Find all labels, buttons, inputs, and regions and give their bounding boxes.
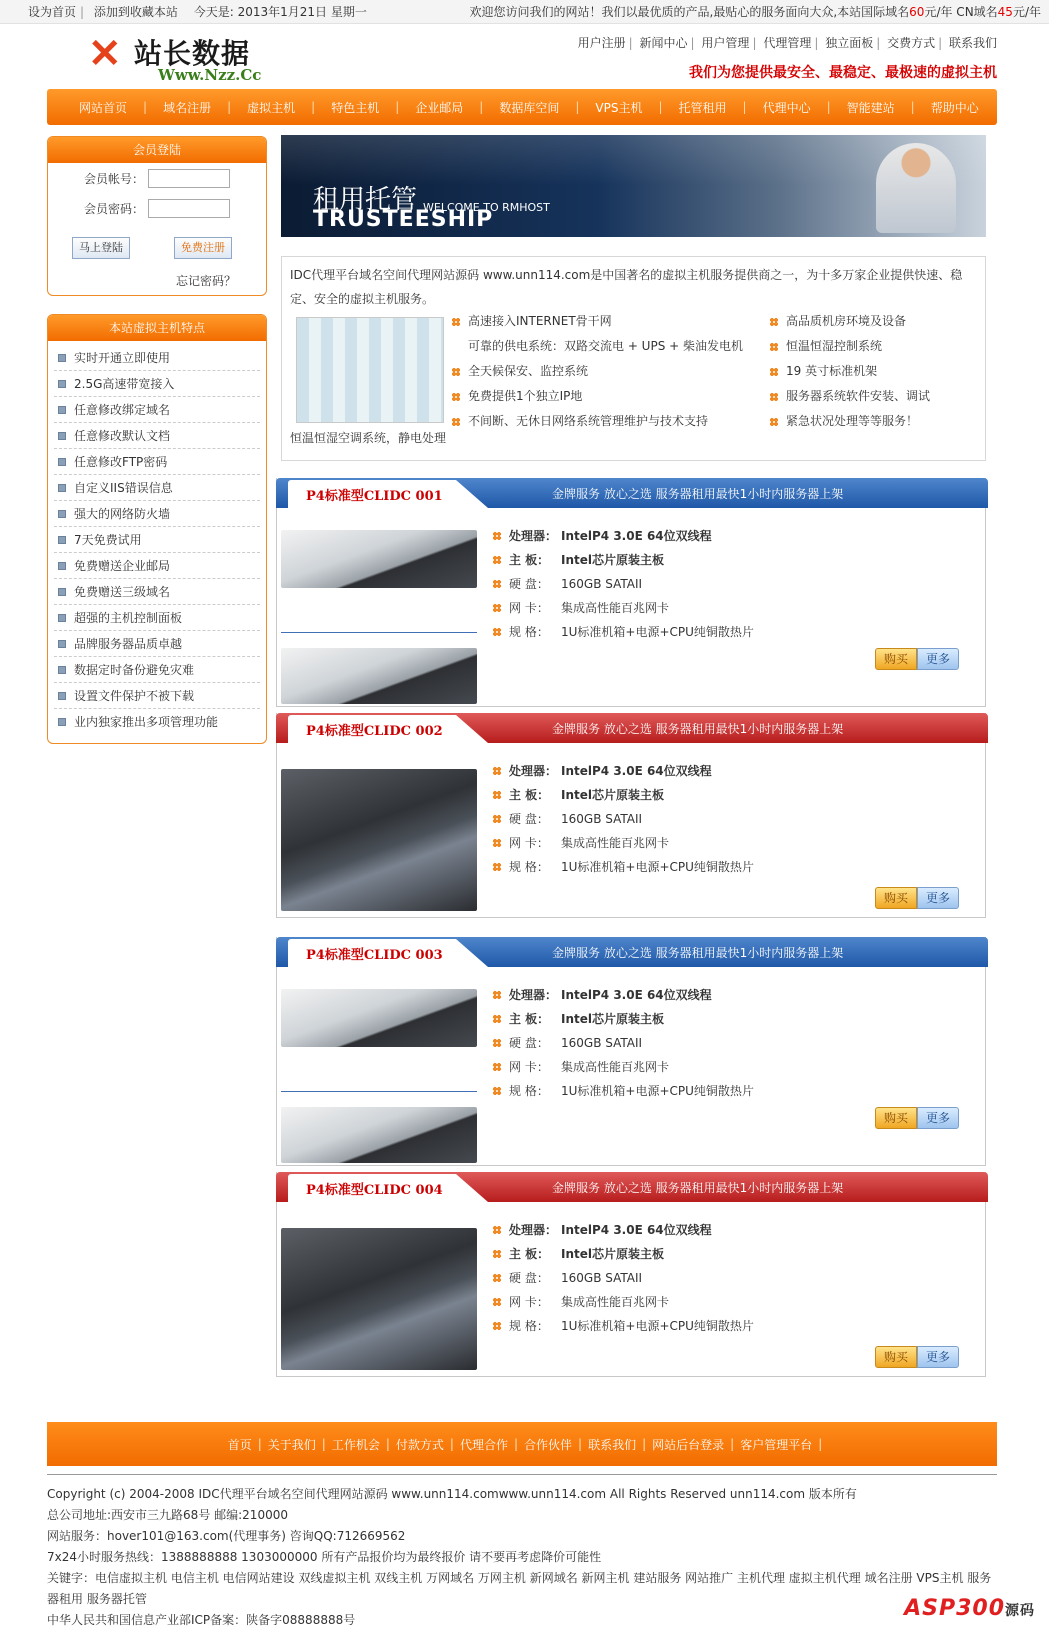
spec-board: 主 板： Intel芯片原装主板	[493, 1242, 754, 1266]
dot-bullet-icon	[493, 604, 501, 612]
list-item: 强大的网络防火墙	[54, 501, 260, 527]
dot-bullet-icon	[493, 1039, 501, 1047]
square-bullet-icon	[58, 354, 66, 362]
header-slogan: 我们为您提供最安全、最稳定、最极速的虚拟主机	[689, 65, 997, 81]
footer-link-contact[interactable]: 联系我们	[588, 1437, 637, 1452]
dot-bullet-icon	[493, 863, 501, 871]
banner-person-image	[876, 143, 956, 233]
list-item: 高速接入INTERNET骨干网	[452, 309, 743, 334]
server-image[interactable]	[281, 530, 477, 588]
nav-item-special-hosting[interactable]: 特色主机	[331, 100, 380, 115]
forgot-password-link[interactable]: 忘记密码？	[175, 274, 236, 288]
list-item: 任意修改FTP密码	[54, 449, 260, 475]
list-item: 数据定时备份避免灾难	[54, 657, 260, 683]
account-row	[84, 169, 230, 188]
product-name[interactable]: P4标准型CLIDC 003	[306, 948, 443, 963]
intro-list-right	[770, 309, 930, 434]
datacenter-photo	[296, 317, 444, 423]
spec-disk: 硬 盘： 160GB SATAII	[493, 1266, 754, 1290]
footer-link-client[interactable]: 客户管理平台	[740, 1437, 813, 1452]
dot-bullet-icon	[493, 1015, 501, 1023]
dot-bullet-icon	[493, 991, 501, 999]
footer-link-jobs[interactable]: 工作机会	[331, 1437, 380, 1452]
product-name[interactable]: P4标准型CLIDC 002	[306, 724, 443, 739]
spec-disk: 硬 盘： 160GB SATAII	[493, 1031, 754, 1055]
square-bullet-icon	[58, 666, 66, 674]
square-bullet-icon	[58, 510, 66, 518]
nav-item-hosting[interactable]: 虚拟主机	[247, 100, 296, 115]
product-slogan: 金牌服务 放心之选 服务器租用最快1小时内服务器上架	[552, 487, 844, 501]
features-box	[47, 314, 267, 744]
spec-cpu: 处理器： IntelP4 3.0E 64位双线程	[493, 983, 754, 1007]
more-button[interactable]: 更多	[917, 648, 959, 670]
product-name[interactable]: P4标准型CLIDC 001	[306, 489, 443, 504]
footer-info	[47, 1484, 997, 1631]
spec-cpu: 处理器： IntelP4 3.0E 64位双线程	[493, 524, 754, 548]
nav-item-colocation[interactable]: 托管租用	[678, 100, 727, 115]
features-box-title: 本站虚拟主机特点	[48, 315, 266, 341]
buy-button[interactable]: 购买	[875, 1107, 917, 1129]
intro-list-left	[452, 309, 743, 434]
logo-title: 站长数据	[134, 37, 251, 70]
list-item: 可靠的供电系统：双路交流电 + UPS + 柴油发电机	[468, 339, 744, 353]
banner-cn-title: 租用托管	[313, 185, 418, 215]
footer-hotline: 7x24小时服务热线：1388888888 1303000000 所有产品报价均为最终报价 请不要再考虑降价可能性	[47, 1550, 602, 1564]
product-specs	[493, 983, 754, 1103]
nav-item-agent[interactable]: 代理中心	[762, 100, 811, 115]
spec-form: 规 格： 1U标准机箱+电源+CPU纯铜散热片	[493, 1079, 754, 1103]
spec-nic: 网 卡： 集成高性能百兆网卡	[493, 1055, 754, 1079]
buy-button[interactable]: 购买	[875, 648, 917, 670]
password-input[interactable]	[148, 199, 230, 218]
header-link-agent[interactable]: 代理管理	[763, 36, 812, 50]
square-bullet-icon	[58, 692, 66, 700]
server-image[interactable]	[281, 1107, 477, 1163]
product-panel-001	[276, 478, 986, 707]
site-logo[interactable]	[88, 32, 278, 84]
header-link-register[interactable]: 用户注册	[577, 36, 626, 50]
square-bullet-icon	[58, 432, 66, 440]
header-links: 用户注册 | 新闻中心 | 用户管理 | 代理管理 | 独立面板 | 交费方式 | 联系我们	[577, 36, 997, 50]
product-actions	[875, 887, 959, 909]
dot-bullet-icon	[493, 767, 501, 775]
banner-welcome: WELCOME TO RMHOST	[423, 201, 550, 214]
product-header	[276, 1172, 988, 1202]
product-slogan: 金牌服务 放心之选 服务器租用最快1小时内服务器上架	[552, 946, 844, 960]
nav-item-mail[interactable]: 企业邮局	[415, 100, 464, 115]
dot-bullet-icon	[770, 368, 778, 376]
set-home-link[interactable]: 设为首页	[28, 5, 77, 19]
footer-service: 网站服务：hover101@163.com(代理事务) 咨询QQ:712669562	[47, 1529, 406, 1543]
footer-divider	[47, 1474, 997, 1475]
dot-bullet-icon	[452, 393, 460, 401]
more-button[interactable]: 更多	[917, 1346, 959, 1368]
list-item: 免费赠送三级域名	[54, 579, 260, 605]
spec-form: 规 格： 1U标准机箱+电源+CPU纯铜散热片	[493, 855, 754, 879]
square-bullet-icon	[58, 614, 66, 622]
intro-caption: 恒温恒湿空调系统，静电处理	[290, 431, 447, 445]
dot-bullet-icon	[493, 839, 501, 847]
product-actions	[875, 1107, 959, 1129]
list-item: 7天免费试用	[54, 527, 260, 553]
list-item: 业内独家推出多项管理功能	[54, 709, 260, 735]
register-button[interactable]: 免费注册	[174, 237, 232, 259]
header-link-panel[interactable]: 独立面板	[825, 36, 874, 50]
dot-bullet-icon	[493, 1087, 501, 1095]
footer-link-partners[interactable]: 合作伙伴	[524, 1437, 573, 1452]
buy-button[interactable]: 购买	[875, 1346, 917, 1368]
main-nav: 网站首页 | 域名注册 | 虚拟主机 | 特色主机 | 企业邮局 | 数据库空间 | VPS主机 | 托管租用 | 代理中心 | 智能建站 | 帮助中心	[47, 89, 997, 125]
nav-item-site-builder[interactable]: 智能建站	[846, 100, 895, 115]
account-label: 会员帐号：	[84, 172, 145, 186]
dot-bullet-icon	[452, 368, 460, 376]
list-item: 不间断、无休日网络系统管理维护与技术支持	[452, 409, 743, 434]
login-box	[47, 136, 267, 296]
spec-nic: 网 卡： 集成高性能百兆网卡	[493, 1290, 754, 1314]
add-favorite-link[interactable]: 添加到收藏本站	[93, 5, 178, 19]
dot-bullet-icon	[770, 418, 778, 426]
login-box-title: 会员登陆	[48, 137, 266, 163]
header-link-contact[interactable]: 联系我们	[948, 36, 997, 50]
footer-address: 总公司地址:西安市三九路68号 邮编:210000	[47, 1508, 288, 1522]
product-header	[276, 713, 988, 743]
list-item: 全天候保安、监控系统	[452, 359, 743, 384]
header-link-news[interactable]: 新闻中心	[639, 36, 688, 50]
product-specs	[493, 524, 754, 644]
server-image[interactable]	[281, 1228, 477, 1370]
square-bullet-icon	[58, 458, 66, 466]
footer-link-admin[interactable]: 网站后台登录	[652, 1437, 725, 1452]
server-image[interactable]	[281, 769, 477, 911]
list-item: 服务器系统软件安装、调试	[770, 384, 930, 409]
list-item: 自定义IIS错误信息	[54, 475, 260, 501]
product-specs	[493, 1218, 754, 1338]
date-text: 今天是: 2013年1月21日 星期一	[193, 5, 367, 19]
list-item: 品牌服务器品质卓越	[54, 631, 260, 657]
list-item: 2.5G高速带宽接入	[54, 371, 260, 397]
banner-en-title: TRUSTEESHIP	[313, 207, 494, 232]
spec-cpu: 处理器： IntelP4 3.0E 64位双线程	[493, 759, 754, 783]
square-bullet-icon	[58, 406, 66, 414]
spec-cpu: 处理器： IntelP4 3.0E 64位双线程	[493, 1218, 754, 1242]
dot-bullet-icon	[493, 791, 501, 799]
trusteeship-banner[interactable]	[281, 135, 986, 237]
logo-url: Www.Nzz.Cc	[158, 66, 262, 84]
list-item: 免费赠送企业邮局	[54, 553, 260, 579]
product-panel-004	[276, 1172, 986, 1377]
spec-board: 主 板： Intel芯片原装主板	[493, 548, 754, 572]
password-row	[84, 199, 230, 218]
server-image[interactable]	[281, 989, 477, 1047]
spec-form: 规 格： 1U标准机箱+电源+CPU纯铜散热片	[493, 620, 754, 644]
password-label: 会员密码：	[84, 202, 145, 216]
list-item: 高品质机房环境及设备	[770, 309, 930, 334]
dot-bullet-icon	[493, 1063, 501, 1071]
spec-form: 规 格： 1U标准机箱+电源+CPU纯铜散热片	[493, 1314, 754, 1338]
product-header	[276, 937, 988, 967]
product-panel-002	[276, 713, 986, 918]
footer-icp: 中华人民共和国信息产业部ICP备案：陕备字08888888号	[47, 1613, 356, 1627]
square-bullet-icon	[58, 380, 66, 388]
list-item: 恒温恒湿控制系统	[770, 334, 930, 359]
footer-keywords: 关键字：电信虚拟主机 电信主机 电信网站建设 双线虚拟主机 双线主机 万网域名 万网主机 新网域名 新网主机 建站服务 网站推广 主机代理 虚拟主机代理 域名注册 VPS主机 服务器租用 服务器托管	[47, 1571, 992, 1606]
spec-disk: 硬 盘： 160GB SATAII	[493, 572, 754, 596]
welcome-text: 欢迎您访问我们的网站！我们以最优质的产品,最贴心的服务面向大众,本站国际域名60元/年 CN域名45元/年	[469, 5, 1041, 19]
more-button[interactable]: 更多	[917, 1107, 959, 1129]
dot-bullet-icon	[493, 580, 501, 588]
dot-bullet-icon	[770, 318, 778, 326]
square-bullet-icon	[58, 718, 66, 726]
square-bullet-icon	[58, 640, 66, 648]
nav-item-database[interactable]: 数据库空间	[499, 100, 560, 115]
nav-item-home[interactable]: 网站首页	[79, 100, 128, 115]
dot-bullet-icon	[493, 628, 501, 636]
list-item: 任意修改默认文档	[54, 423, 260, 449]
top-bar-left: 设为首页 | 添加到收藏本站 今天是: 2013年1月21日 星期一	[28, 5, 367, 19]
footer-copyright: Copyright (c) 2004-2008 IDC代理平台域名空间代理网站源码 www.unn114.comwww.unn114.com All Rights Reserved unn114.com 版本所有	[47, 1487, 857, 1501]
footer-link-payment[interactable]: 付款方式	[395, 1437, 444, 1452]
square-bullet-icon	[58, 536, 66, 544]
logo-mark-icon: ✕	[88, 30, 122, 77]
intro-description: IDC代理平台域名空间代理网站源码 www.unn114.com是中国著名的虚拟主机服务提供商之一，为十多万家企业提供快速、稳定、安全的虚拟主机服务。	[290, 268, 963, 306]
dot-bullet-icon	[770, 343, 778, 351]
features-list	[48, 341, 266, 735]
square-bullet-icon	[58, 562, 66, 570]
nav-item-help[interactable]: 帮助中心	[930, 100, 979, 115]
header-link-payment[interactable]: 交费方式	[887, 36, 936, 50]
square-bullet-icon	[58, 484, 66, 492]
list-item: 免费提供1个独立IP地	[452, 384, 743, 409]
nav-item-domain[interactable]: 域名注册	[163, 100, 212, 115]
spec-nic: 网 卡： 集成高性能百兆网卡	[493, 596, 754, 620]
product-actions	[875, 1346, 959, 1368]
product-name[interactable]: P4标准型CLIDC 004	[306, 1183, 443, 1198]
dot-bullet-icon	[493, 1322, 501, 1330]
dot-bullet-icon	[493, 1250, 501, 1258]
footer-link-agent[interactable]: 代理合作	[459, 1437, 508, 1452]
dot-bullet-icon	[770, 393, 778, 401]
list-item: 实时开通立即使用	[54, 345, 260, 371]
dot-bullet-icon	[493, 1298, 501, 1306]
spec-board: 主 板： Intel芯片原装主板	[493, 1007, 754, 1031]
dot-bullet-icon	[493, 532, 501, 540]
product-slogan: 金牌服务 放心之选 服务器租用最快1小时内服务器上架	[552, 1181, 844, 1195]
product-actions	[875, 648, 959, 670]
dot-bullet-icon	[452, 418, 460, 426]
footer-nav: 首页 | 关于我们 | 工作机会 | 付款方式 | 代理合作 | 合作伙伴 | 联系我们 | 网站后台登录 | 客户管理平台 |	[47, 1422, 997, 1466]
list-item: 19 英寸标准机架	[770, 359, 930, 384]
list-item: 任意修改绑定域名	[54, 397, 260, 423]
server-image[interactable]	[281, 648, 477, 704]
list-item: 紧急状况处理等等服务！	[770, 409, 930, 434]
product-panel-003	[276, 937, 986, 1166]
more-button[interactable]: 更多	[917, 887, 959, 909]
list-item: 设置文件保护不被下载	[54, 683, 260, 709]
footer-link-home[interactable]: 首页	[227, 1437, 252, 1452]
dot-bullet-icon	[493, 815, 501, 823]
dot-bullet-icon	[452, 318, 460, 326]
spec-board: 主 板： Intel芯片原装主板	[493, 783, 754, 807]
buy-button[interactable]: 购买	[875, 887, 917, 909]
nav-item-vps[interactable]: VPS主机	[595, 100, 643, 115]
intro-box	[281, 256, 986, 461]
header-link-user[interactable]: 用户管理	[701, 36, 750, 50]
account-input[interactable]	[148, 169, 230, 188]
spec-nic: 网 卡： 集成高性能百兆网卡	[493, 831, 754, 855]
login-button[interactable]: 马上登陆	[72, 237, 130, 259]
dot-bullet-icon	[493, 1226, 501, 1234]
product-slogan: 金牌服务 放心之选 服务器租用最快1小时内服务器上架	[552, 722, 844, 736]
product-header	[276, 478, 988, 508]
top-bar	[0, 0, 1049, 24]
list-item: 超强的主机控制面板	[54, 605, 260, 631]
dot-bullet-icon	[493, 1274, 501, 1282]
footer-link-about[interactable]: 关于我们	[267, 1437, 316, 1452]
square-bullet-icon	[58, 588, 66, 596]
spec-disk: 硬 盘： 160GB SATAII	[493, 807, 754, 831]
dot-bullet-icon	[493, 556, 501, 564]
watermark-logo: ASP300源码	[904, 1596, 1035, 1621]
product-specs	[493, 759, 754, 879]
